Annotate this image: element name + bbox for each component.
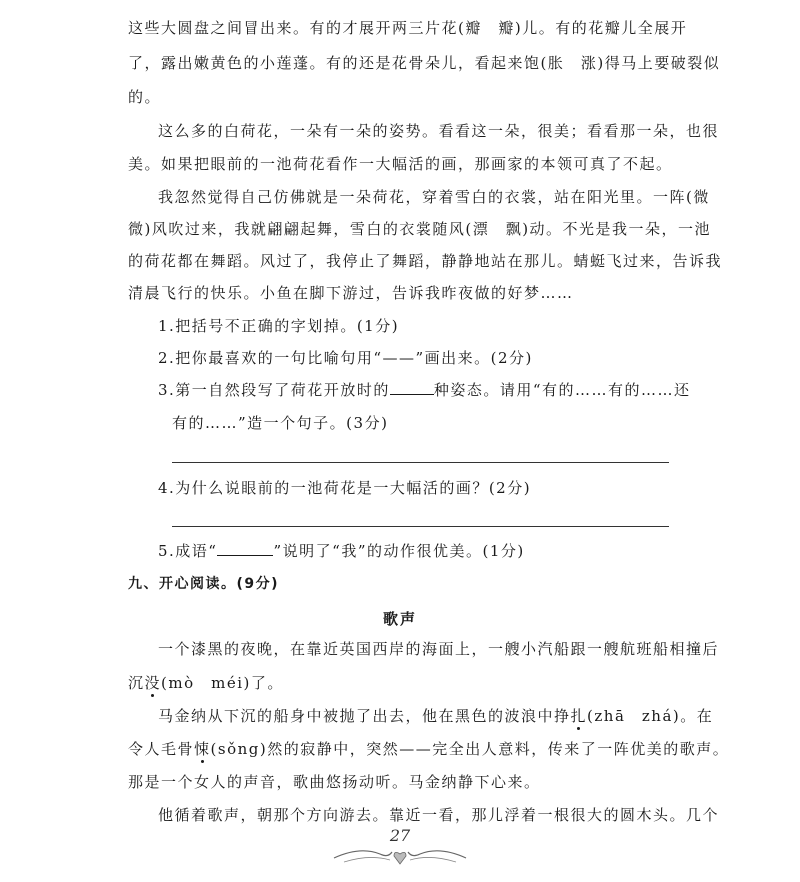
question-3-text-a: 3.第一自然段写了荷花开放时的 (158, 381, 390, 399)
passage1-line-4: 这么多的白荷花，一朵有一朵的姿势。看看这一朵，很美；看看那一朵，也很 (158, 122, 720, 140)
dotted-char-mei: 没 (144, 674, 162, 692)
passage1-line-1: 这些大圆盘之间冒出来。有的才展开两三片花(瓣 瓣)儿。有的花瓣儿全展开 (128, 19, 688, 37)
answer-line-q3[interactable] (172, 462, 669, 463)
passage2-line-3 (158, 706, 713, 726)
passage2-line-6: 他循着歌声，朝那个方向游去。靠近一看，那儿浮着一根很大的圆木头。几个 (158, 806, 720, 824)
question-3 (158, 380, 691, 400)
passage2-line-3-post: (zhā zhá)。在 (587, 707, 714, 725)
passage2-line-3-pre: 马金纳从下沉的船身中被抛了出去，他在黑色的波浪中挣 (158, 707, 571, 725)
passage1-line-9: 清晨飞行的快乐。小鱼在脚下游过，告诉我昨夜做的好梦…… (128, 284, 574, 302)
page-number: 27 (389, 826, 411, 845)
passage1-line-6: 我忽然觉得自己仿佛就是一朵荷花，穿着雪白的衣裳，站在阳光里。一阵(微 (158, 188, 710, 206)
question-2: 2.把你最喜欢的一句比喻句用“——”画出来。(2分) (158, 349, 533, 367)
question-3-continued: 有的……”造一个句子。(3分) (172, 414, 389, 432)
passage2-line-1: 一个漆黑的夜晚，在靠近英国西岸的海面上，一艘小汽船跟一艘航班船相撞后 (158, 640, 720, 658)
question-5 (158, 541, 525, 561)
passage2-line-2-pre: 沉 (128, 674, 145, 692)
passage2-line-4-post: (sǒng)然的寂静中，突然——完全出人意料，传来了一阵优美的歌声。 (210, 740, 730, 758)
question-5-text-a: 5.成语“ (158, 542, 218, 560)
question-3-blank[interactable] (390, 380, 434, 395)
question-3-text-b: 种姿态。请用“有的……有的……还 (433, 381, 691, 399)
passage1-line-7: 微)风吹过来，我就翩翩起舞，雪白的衣裳随风(漂 飘)动。不光是我一朵，一池 (128, 220, 712, 238)
question-5-text-b: ”说明了“我”的动作很优美。(1分) (273, 542, 525, 560)
passage2-line-4 (128, 739, 729, 759)
question-5-blank[interactable] (217, 541, 273, 556)
passage1-line-2: 了，露出嫩黄色的小莲蓬。有的还是花骨朵儿，看起来饱(胀 涨)得马上要破裂似 (128, 54, 721, 72)
passage2-line-5: 那是一个女人的声音，歌曲悠扬动听。马金纳静下心来。 (128, 773, 541, 791)
passage1-line-3: 的。 (128, 88, 162, 106)
passage1-line-8: 的荷花都在舞蹈。风过了，我停止了舞蹈，静静地站在那儿。蜻蜓飞过来，告诉我 (128, 252, 723, 270)
section-9-heading: 九、开心阅读。(9分) (128, 576, 280, 592)
question-1: 1.把括号不正确的字划掉。(1分) (158, 317, 400, 335)
dotted-char-zha: 扎 (570, 707, 588, 725)
passage2-line-4-pre: 令人毛骨 (128, 740, 195, 758)
reading-title: 歌声 (382, 610, 417, 628)
dotted-char-song: 悚 (194, 740, 211, 758)
question-4: 4.为什么说眼前的一池荷花是一大幅活的画？(2分) (158, 479, 532, 497)
answer-line-q4[interactable] (172, 526, 669, 527)
passage2-line-2-post: (mò méi)了。 (161, 674, 284, 692)
passage1-line-5: 美。如果把眼前的一池荷花看作一大幅活的画，那画家的本领可真了不起。 (128, 155, 673, 173)
passage2-line-2 (128, 673, 284, 693)
